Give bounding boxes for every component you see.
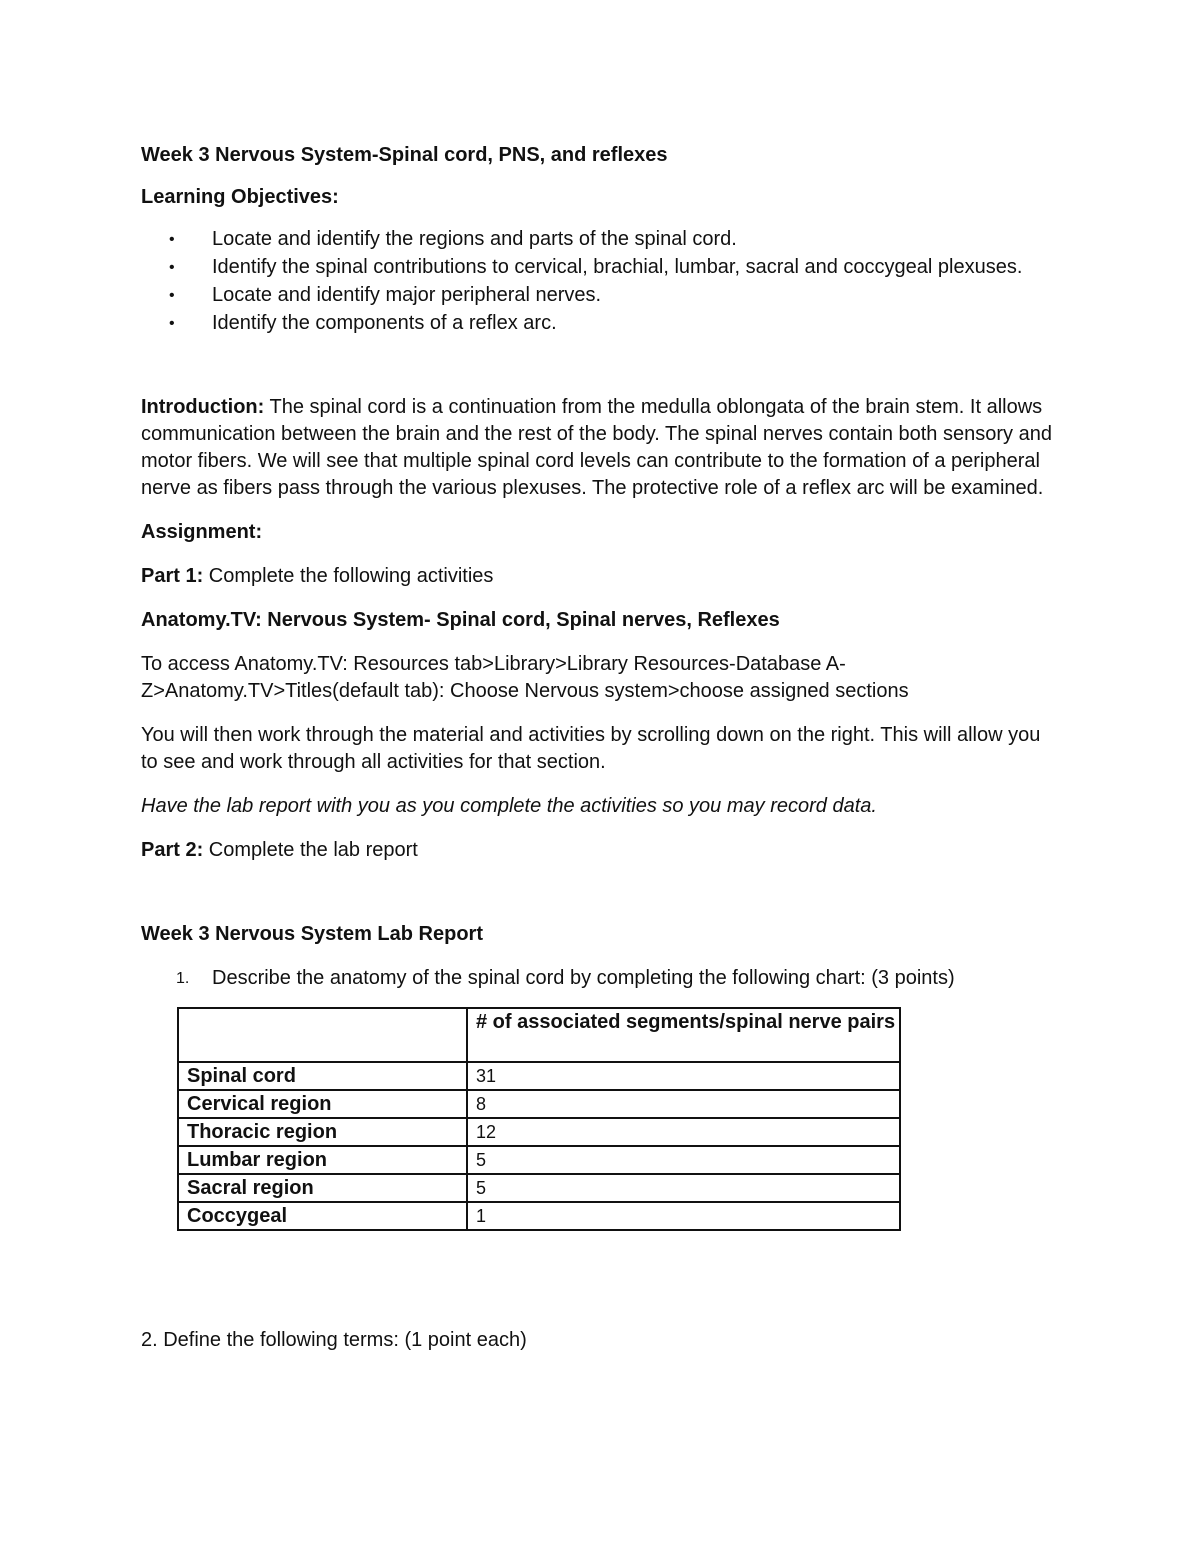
access-instructions: To access Anatomy.TV: Resources tab>Library>Library Resources-Database A-Z>Anatomy.TV>Titles(default tab): Choose Nervous system>choose assigned sections bbox=[141, 653, 909, 702]
table-cell-region: Cervical region bbox=[178, 1090, 467, 1118]
table-row bbox=[178, 1118, 900, 1146]
table-row bbox=[178, 1146, 900, 1174]
table-cell-value[interactable]: 1 bbox=[467, 1202, 900, 1230]
spinal-cord-chart bbox=[177, 1007, 901, 1231]
bullet-icon: • bbox=[169, 315, 175, 332]
table-row bbox=[178, 1062, 900, 1090]
objective-text: Locate and identify the regions and parts of the spinal cord. bbox=[212, 228, 737, 250]
table-cell-value[interactable]: 5 bbox=[467, 1146, 900, 1174]
table-cell-region: Spinal cord bbox=[178, 1062, 467, 1090]
table-cell-region: Lumbar region bbox=[178, 1146, 467, 1174]
introduction-paragraph bbox=[141, 394, 1061, 502]
objective-text: Identify the spinal contributions to cervical, brachial, lumbar, sacral and coccygeal plexuses. bbox=[212, 256, 1023, 278]
lab-report-title: Week 3 Nervous System Lab Report bbox=[141, 923, 483, 945]
introduction-label: Introduction: bbox=[141, 396, 265, 418]
part1-label: Part 1: bbox=[141, 565, 204, 587]
question-1-text: Describe the anatomy of the spinal cord by completing the following chart: (3 points) bbox=[212, 967, 955, 989]
objective-text: Identify the components of a reflex arc. bbox=[212, 312, 557, 334]
objectives-list bbox=[141, 226, 1061, 337]
list-item bbox=[141, 282, 1061, 309]
assignment-heading: Assignment: bbox=[141, 521, 263, 543]
table-cell-region: Sacral region bbox=[178, 1174, 467, 1202]
part2-label: Part 2: bbox=[141, 839, 204, 861]
list-item bbox=[141, 310, 1061, 337]
table-row bbox=[178, 1174, 900, 1202]
table-header-row bbox=[178, 1008, 900, 1062]
table-cell-value[interactable]: 8 bbox=[467, 1090, 900, 1118]
document-body bbox=[141, 142, 1061, 1354]
introduction-text: The spinal cord is a continuation from the medulla oblongata of the brain stem. It allows communication between the brain and the rest of the body. The spinal nerves contain both sensory and motor fibers. We will see that multiple spinal cord levels can contribute to the formation of a peripheral nerve as fibers pass through the various plexuses. The protective role of a reflex arc will be examined. bbox=[141, 396, 1052, 499]
part2-text: Complete the lab report bbox=[203, 839, 418, 861]
objectives-heading: Learning Objectives: bbox=[141, 186, 339, 208]
part1-text: Complete the following activities bbox=[203, 565, 494, 587]
table-cell-value[interactable]: 12 bbox=[467, 1118, 900, 1146]
bullet-icon: • bbox=[169, 231, 175, 248]
part2-paragraph bbox=[141, 837, 1061, 864]
document-title: Week 3 Nervous System-Spinal cord, PNS, and reflexes bbox=[141, 144, 668, 166]
table-cell-value[interactable]: 5 bbox=[467, 1174, 900, 1202]
list-item bbox=[141, 226, 1061, 253]
work-through-instructions: You will then work through the material and activities by scrolling down on the right. This will allow you to see and work through all activities for that section. bbox=[141, 724, 1041, 773]
objective-text: Locate and identify major peripheral nerves. bbox=[212, 284, 602, 306]
anatomy-tv-heading: Anatomy.TV: Nervous System- Spinal cord, Spinal nerves, Reflexes bbox=[141, 609, 780, 631]
table-header-cell: # of associated segments/spinal nerve pairs bbox=[467, 1008, 900, 1062]
list-item bbox=[141, 254, 1061, 281]
lab-report-note: Have the lab report with you as you complete the activities so you may record data. bbox=[141, 795, 877, 817]
question-2: 2. Define the following terms: (1 point each) bbox=[141, 1329, 527, 1351]
bullet-icon: • bbox=[169, 287, 175, 304]
table-cell-region: Thoracic region bbox=[178, 1118, 467, 1146]
table-row bbox=[178, 1202, 900, 1230]
table-row bbox=[178, 1090, 900, 1118]
table-cell-region: Coccygeal bbox=[178, 1202, 467, 1230]
bullet-icon: • bbox=[169, 259, 175, 276]
question-1 bbox=[141, 965, 1061, 992]
table-cell-value[interactable]: 31 bbox=[467, 1062, 900, 1090]
question-1-number: 1. bbox=[176, 970, 190, 987]
part1-paragraph bbox=[141, 563, 1061, 590]
table-header-cell bbox=[178, 1008, 467, 1062]
